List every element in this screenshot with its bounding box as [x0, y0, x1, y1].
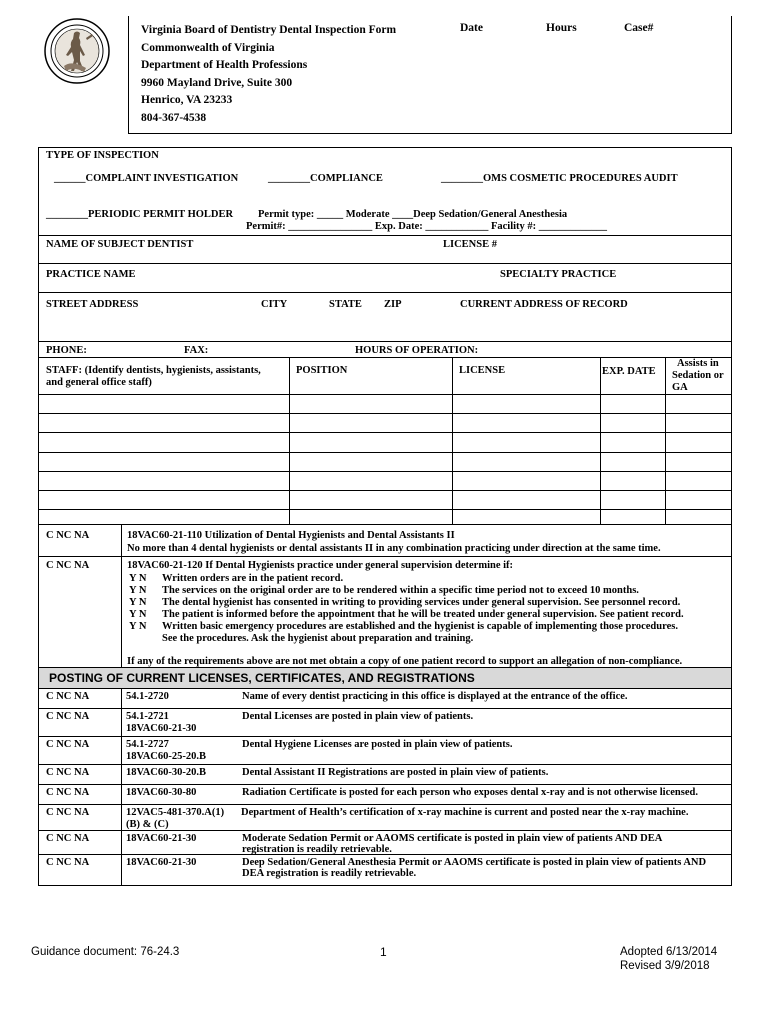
regulation-code: 54.1-2727 [126, 739, 169, 750]
yn-toggle[interactable]: Y N [129, 609, 147, 620]
state-field[interactable]: STATE [329, 299, 362, 310]
posting-requirement: Name of every dentist practicing in this office is displayed at the entrance of the office. [242, 691, 628, 702]
staff-row[interactable] [39, 471, 731, 472]
posting-section-header: POSTING OF CURRENT LICENSES, CERTIFICATES, AND REGISTRATIONS [39, 667, 731, 689]
regulation-code: 54.1-2721 [126, 711, 169, 722]
posting-requirement: Dental Assistant II Registrations are posted in plain view of patients. [242, 767, 549, 778]
oms-option[interactable]: ________OMS COSMETIC PROCEDURES AUDIT [441, 173, 678, 184]
requirement-text: Written basic emergency procedures are established and the hygienist is capable of implementing those procedures. [162, 621, 678, 632]
compliance-check-2[interactable]: C NC NA [46, 560, 90, 571]
requirement-text: Written orders are in the patient record. [162, 573, 344, 584]
staff-header-2: and general office staff) [46, 377, 152, 388]
compliance-check[interactable]: C NC NA [46, 711, 90, 722]
practice-name-field[interactable]: PRACTICE NAME [46, 269, 136, 280]
street-field[interactable]: STREET ADDRESS [46, 299, 139, 310]
see-procedures: See the procedures. Ask the hygienist about preparation and training. [162, 633, 474, 644]
header-box [128, 16, 732, 134]
position-header: POSITION [296, 365, 348, 376]
phone-field[interactable]: PHONE: [46, 345, 87, 356]
yn-toggle[interactable]: Y N [129, 597, 147, 608]
hours-field[interactable]: HOURS OF OPERATION: [355, 345, 479, 356]
adopted-date: Adopted 6/13/2014 [620, 946, 718, 958]
regulation-code-2: 18VAC60-25-20.B [126, 751, 207, 762]
guidance-document: Guidance document: 76-24.3 [31, 946, 180, 958]
dentist-name-field[interactable]: NAME OF SUBJECT DENTIST [46, 239, 194, 250]
posting-requirement-2: registration is readily retrievable. [242, 844, 392, 855]
complaint-option[interactable]: ______COMPLAINT INVESTIGATION [54, 173, 239, 184]
specialty-field[interactable]: SPECIALTY PRACTICE [500, 269, 617, 280]
compliance-check[interactable]: C NC NA [46, 767, 90, 778]
street-line: 9960 Mayland Drive, Suite 300 [141, 76, 293, 89]
city-field[interactable]: CITY [261, 299, 288, 310]
fax-field[interactable]: FAX: [184, 345, 209, 356]
phone-line: 804-367-4538 [141, 111, 207, 124]
regulation-code: 18VAC60-21-30 [126, 833, 197, 844]
staff-row[interactable] [39, 413, 731, 414]
posting-requirement: Radiation Certificate is posted for each person who exposes dental x-ray and is not otherwise licensed. [242, 787, 698, 798]
regulation-code-2: 18VAC60-21-30 [126, 723, 197, 734]
yn-toggle[interactable]: Y N [129, 585, 147, 596]
compliance-check[interactable]: C NC NA [46, 739, 90, 750]
section-110-title: 18VAC60-21-110 Utilization of Dental Hygienists and Dental Assistants II [127, 530, 455, 541]
commonwealth: Commonwealth of Virginia [141, 41, 275, 54]
current-address-field[interactable]: CURRENT ADDRESS OF RECORD [460, 299, 628, 310]
requirement-text: The services on the original order are to be rendered within a specific time period not to exceed 10 months. [162, 585, 639, 596]
compliance-check[interactable]: C NC NA [46, 857, 90, 868]
posting-requirement-2: DEA registration is readily retrievable. [242, 868, 417, 879]
staff-row[interactable] [39, 490, 731, 491]
city-line: Henrico, VA 23233 [141, 94, 233, 106]
exp-date-header: EXP. DATE [602, 366, 656, 377]
license-header: LICENSE [459, 365, 506, 376]
yn-toggle[interactable]: Y N [129, 573, 147, 584]
staff-row[interactable] [39, 432, 731, 433]
date-label: Date [460, 22, 483, 34]
requirement-text: The patient is informed before the appointment that he will be treated under general supervision. See patient record. [162, 609, 684, 620]
section-110-text: No more than 4 dental hygienists or dental assistants II in any combination practicing under direction at the same time. [127, 543, 661, 554]
regulation-code: 54.1-2720 [126, 691, 169, 702]
posting-requirement: Deep Sedation/General Anesthesia Permit or AAOMS certificate is posted in plain view of patients AND [242, 857, 707, 868]
posting-requirement: Moderate Sedation Permit or AAOMS certificate is posted in plain view of patients AND DEA [242, 833, 663, 844]
form-title: Virginia Board of Dentistry Dental Inspection Form [141, 24, 397, 36]
department: Department of Health Professions [141, 59, 308, 71]
permit-number[interactable]: Permit#: ________________ Exp. Date: ____________ Facility #: _____________ [246, 221, 608, 232]
periodic-option[interactable]: ________PERIODIC PERMIT HOLDER [46, 209, 234, 220]
inspection-form [38, 147, 732, 886]
staff-row[interactable] [39, 452, 731, 453]
requirement-text: The dental hygienist has consented in writing to providing services under general supervision. See personnel record. [162, 597, 681, 608]
hours-label: Hours [546, 22, 577, 34]
posting-requirement: Dental Licenses are posted in plain view of patients. [242, 711, 474, 722]
revised-date: Revised 3/9/2018 [620, 960, 710, 972]
yn-toggle[interactable]: Y N [129, 621, 147, 632]
permit-type[interactable]: Permit type: _____ Moderate ____Deep Sedation/General Anesthesia [258, 209, 568, 220]
regulation-code: 18VAC60-30-20.B [126, 767, 207, 778]
type-of-inspection: TYPE OF INSPECTION [46, 150, 159, 161]
non-compliance-note: If any of the requirements above are not met obtain a copy of one patient record to support an allegation of non-compliance. [127, 656, 683, 667]
posting-requirement: Department of Health’s certification of x-ray machine is current and posted near the x-ray machine. [241, 807, 689, 818]
compliance-check[interactable]: C NC NA [46, 787, 90, 798]
assists-header-3: GA [672, 382, 688, 393]
compliance-option[interactable]: ________COMPLIANCE [268, 173, 383, 184]
posting-requirement: Dental Hygiene Licenses are posted in plain view of patients. [242, 739, 513, 750]
regulation-code: 18VAC60-21-30 [126, 857, 197, 868]
assists-header: Assists in [677, 358, 719, 369]
staff-row[interactable] [39, 509, 731, 510]
assists-header-2: Sedation or [672, 370, 724, 381]
compliance-check[interactable]: C NC NA [46, 833, 90, 844]
page-number: 1 [380, 945, 387, 959]
regulation-code: 18VAC60-30-80 [126, 787, 197, 798]
staff-header: STAFF: (Identify dentists, hygienists, assistants, [46, 365, 261, 376]
regulation-code-2: (B) & (C) [126, 819, 169, 830]
compliance-check-1[interactable]: C NC NA [46, 530, 90, 541]
case-label: Case# [624, 22, 654, 34]
section-120-title: 18VAC60-21-120 If Dental Hygienists practice under general supervision determine if: [127, 560, 514, 571]
compliance-check[interactable]: C NC NA [46, 807, 90, 818]
regulation-code: 12VAC5-481-370.A(1) [126, 807, 225, 818]
compliance-check[interactable]: C NC NA [46, 691, 90, 702]
license-field[interactable]: LICENSE # [443, 239, 497, 250]
virginia-seal-icon [44, 18, 110, 84]
zip-field[interactable]: ZIP [384, 299, 402, 310]
